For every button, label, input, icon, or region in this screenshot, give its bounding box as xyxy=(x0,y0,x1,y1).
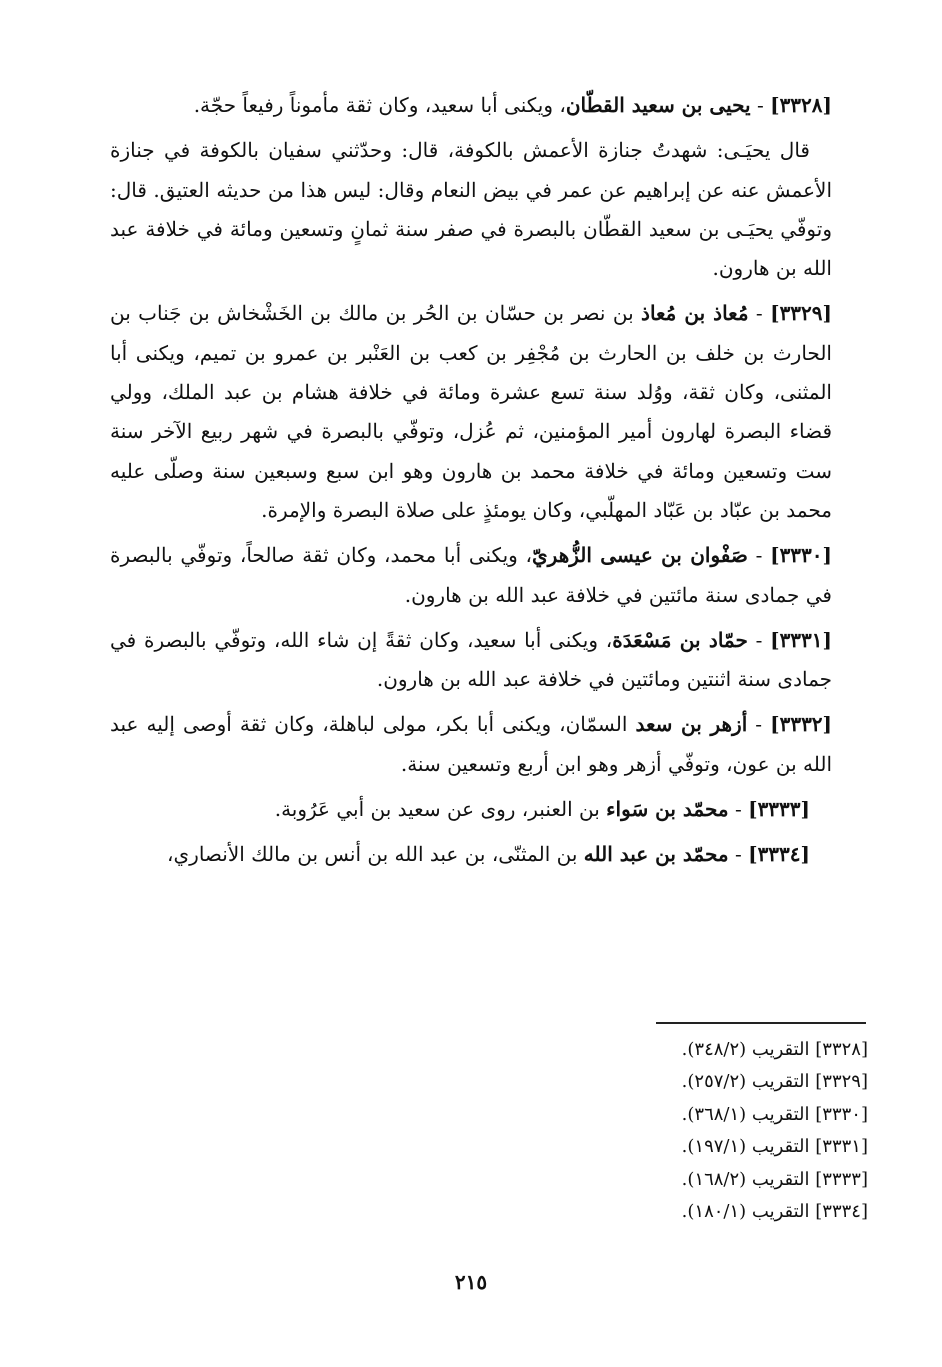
entry-name: حمّاد بن مَسْعَدَة xyxy=(612,627,748,652)
entry-text: ، ويكنى أبا سعيد، وكان ثقةً إن شاء الله، وتوفّي بالبصرة في جمادى سنة اثنتين ومائتين في خلافة عبد الله بن هارون. xyxy=(110,627,832,692)
footnote-item: [٣٣٢٩] التقريب (٢٥٧/٢). xyxy=(681,1071,868,1093)
entry-name: مُعاذ بن مُعاذ xyxy=(641,301,749,326)
entry-text: بن نصر بن حسّان بن الحُر بن مالك بن الخَشْخاش بن جَناب بن الحارث بن خلف بن الحارث بن مُجْفِر بن كعب بن العَنْبر بن عمرو بن تميم، ويكنى أبا المثنى، وكان ثقة، ووُلد سنة تسع عشرة ومائة في خلافة هشام بن عبد الملك، وولي قضاء البصرة لهارون أمير المؤمنين، ثم عُزل، وتوفّي بالبصرة في شهر ربيع الآخر سنة ست وتسعين ومائة في خلافة محمد بن هارون وهو ابن سبع وسبعين سنة وصلّى عليه محمد بن عبّاد بن عَبّاد المهلّبي، وكان يومئذٍ على صلاة البصرة والإمرة. xyxy=(110,301,832,522)
entry-id: [٣٣٣٤] xyxy=(748,842,810,867)
entry-id: [٣٣٢٨] xyxy=(770,93,832,117)
main-text xyxy=(110,86,832,881)
footnote-item: [٣٣٣٤] التقريب (١٨٠/١). xyxy=(681,1201,868,1223)
entry-text: ، ويكنى أبا سعيد، وكان ثقة مأموناً رفيعاً حجّة. xyxy=(193,93,566,117)
entry-id: [٣٣٣٠] xyxy=(770,543,832,568)
entry-3328: [٣٣٢٨] - يحيى بن سعيد القطّان، ويكنى أبا سعيد، وكان ثقة مأموناً رفيعاً حجّة. xyxy=(193,93,832,117)
entry-3331: [٣٣٣١] - حمّاد بن مَسْعَدَة، ويكنى أبا سعيد، وكان ثقةً إن شاء الله، وتوفّي بالبصرة في جمادى سنة اثنتين ومائتين في خلافة عبد الله بن هارون. xyxy=(110,627,832,692)
footnotes xyxy=(500,1034,868,1228)
entry-3330: [٣٣٣٠] - صَفْوان بن عيسى الزُّهريّ، ويكنى أبا محمد، وكان ثقة صالحاً، وتوفّي بالبصرة في جمادى سنة مائتين في خلافة عبد الله بن هارون. xyxy=(110,543,832,607)
entry-name: صَفْوان بن عيسى الزُّهريّ xyxy=(532,543,748,568)
entry-id: [٣٣٣٣] xyxy=(748,797,810,822)
entry-3333: [٣٣٣٣] - محمّد بن سَواء بن العنبر، روى عن سعيد بن أبي عَرُوبة. xyxy=(274,797,810,822)
entry-name: محمّد بن سَواء xyxy=(606,797,729,822)
entry-text: بن المثنّى، بن عبد الله بن أنس بن مالك الأنصاري، xyxy=(167,842,578,867)
footnote-item: [٣٣٣١] التقريب (١٩٧/١). xyxy=(681,1136,868,1158)
entry-3329: [٣٣٢٩] - مُعاذ بن مُعاذ بن نصر بن حسّان بن الحُر بن مالك بن الخَشْخاش بن جَناب بن الحارث بن خلف بن الحارث بن مُجْفِر بن كعب بن العَنْبر بن عمرو بن تميم، ويكنى أبا المثنى، وكان ثقة، ووُلد سنة تسع عشرة ومائة في خلافة هشام بن عبد الملك، وولي قضاء البصرة لهارون أمير المؤمنين، ثم عُزل، وتوفّي بالبصرة في شهر ربيع الآخر سنة ست وتسعين ومائة في خلافة محمد بن هارون وهو ابن سبع وسبعين سنة وصلّى عليه محمد بن عبّاد بن عَبّاد المهلّبي، وكان يومئذٍ على صلاة البصرة والإمرة. xyxy=(110,301,832,522)
footnote-item: [٣٣٣٣] التقريب (١٦٨/٢). xyxy=(681,1168,868,1190)
entry-id: [٣٣٣١] xyxy=(770,627,832,652)
entry-id: [٣٣٣٢] xyxy=(770,712,833,737)
entry-text: قال يحيَـى: شهدتُ جنازة الأعمش بالكوفة، قال: وحدّثني سفيان بالكوفة في جنازة الأعمش عنه عن إبراهيم عن عمر في بيض النعام وقال: ليس هذا من حديثه العتيق. قال: وتوفّي يحيَـى بن سعيد القطّان بالبصرة في صفر سنة ثمانٍ وتسعين ومائة في خلافة عبد الله بن هارون. xyxy=(110,138,832,281)
entry-name: محمّد بن عبد الله xyxy=(583,842,729,867)
entry-text: ، ويكنى أبا محمد، وكان ثقة صالحاً، وتوفّي بالبصرة في جمادى سنة مائتين في خلافة عبد الله بن هارون. xyxy=(110,543,832,607)
entry-name: يحيى بن سعيد القطّان xyxy=(565,93,751,117)
entry-3332: [٣٣٣٢] - أزهر بن سعد السمّان، ويكنى أبا بكر، مولى لباهلة، وكان ثقة أوصى إليه عبد الله بن عون، وتوفّي أزهر وهو ابن أربع وتسعين سنة. xyxy=(110,712,833,776)
entry-3334: [٣٣٣٤] - محمّد بن عبد الله بن المثنّى، بن عبد الله بن أنس بن مالك الأنصاري، xyxy=(167,842,810,867)
footnote-item: [٣٣٢٨] التقريب (٣٤٨/٢). xyxy=(681,1039,868,1060)
entry-text: بن العنبر، روى عن سعيد بن أبي عَرُوبة. xyxy=(274,797,600,822)
entry-text: السمّان، ويكنى أبا بكر، مولى لباهلة، وكان ثقة أوصى إليه عبد الله بن عون، وتوفّي أزهر وهو ابن أربع وتسعين سنة. xyxy=(110,712,832,776)
page-number: ٢١٥ xyxy=(454,1270,488,1294)
entry-id: [٣٣٢٩] xyxy=(770,301,832,326)
entry-3328-continuation xyxy=(110,131,832,288)
footnote-item: [٣٣٣٠] التقريب (٣٦٨/١). xyxy=(681,1103,868,1125)
entry-name: أزهر بن سعد xyxy=(635,712,748,737)
footnote-divider xyxy=(656,1022,866,1024)
